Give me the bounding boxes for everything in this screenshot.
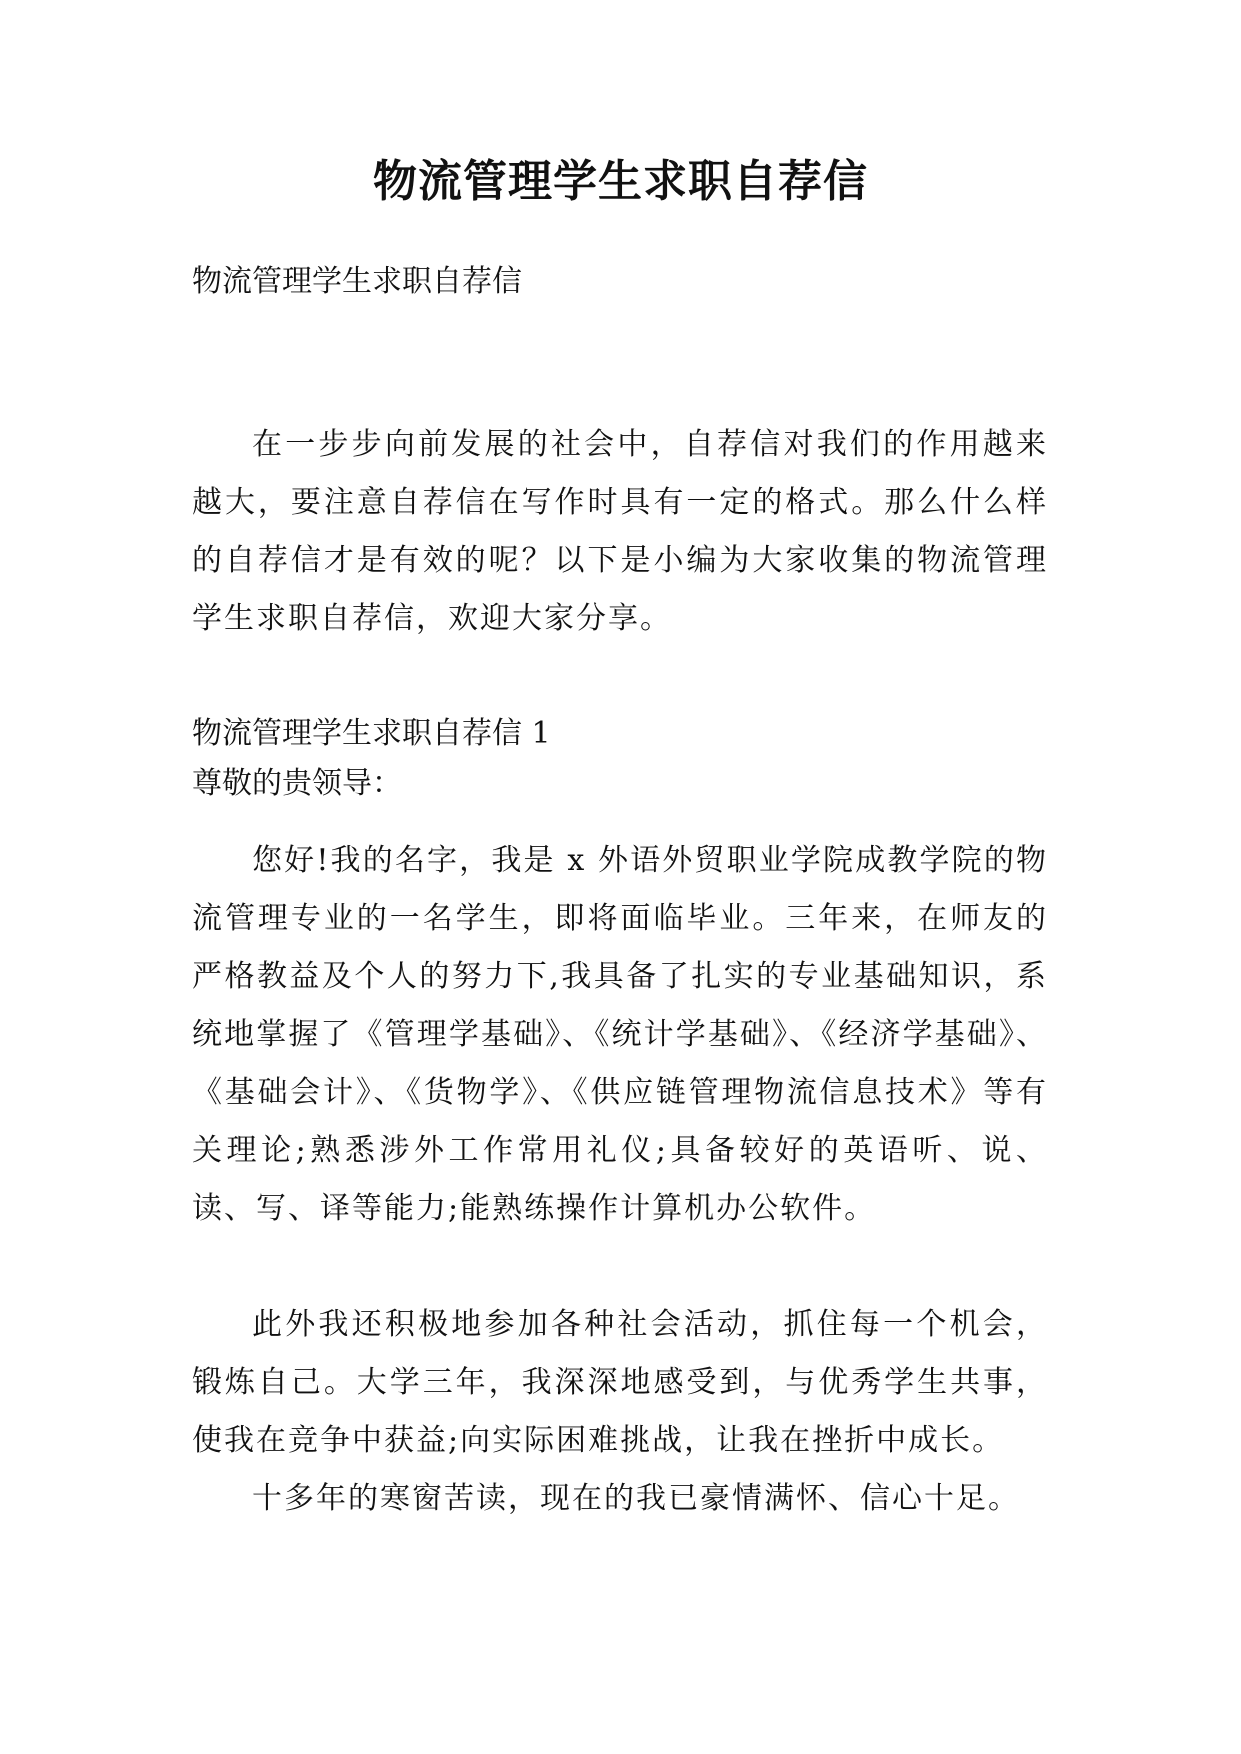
intro-paragraph: 在一步步向前发展的社会中，自荐信对我们的作用越来越大，要注意自荐信在写作时具有一定的格式。那么什么样的自荐信才是有效的呢？以下是小编为大家收集的物流管理学生求职自荐信，欢迎大家分享。 bbox=[192, 427, 1048, 636]
salutation: 尊敬的贵领导： bbox=[192, 766, 402, 801]
document-subtitle: 物流管理学生求职自荐信 bbox=[192, 264, 522, 299]
document-title: 物流管理学生求职自荐信 bbox=[373, 156, 868, 207]
body-paragraph-3: 十多年的寒窗苦读，现在的我已豪情满怀、信心十足。 bbox=[252, 1481, 1020, 1516]
body-paragraph-1: 您好!我的名字，我是 x 外语外贸职业学院成教学院的物流管理专业的一名学生，即将面临毕业。三年来，在师友的严格教益及个人的努力下,我具备了扎实的专业基础知识，系统地掌握了《管理学基础》、《统计学基础》、《经济学基础》、《基础会计》、《货物学》、《供应链管理物流信息技术》等有关理论;熟悉涉外工作常用礼仪;具备较好的英语听、说、读、写、译等能力;能熟练操作计算机办公软件。 bbox=[192, 843, 1048, 1226]
section-heading: 物流管理学生求职自荐信 1 bbox=[192, 716, 551, 751]
body-paragraph-2: 此外我还积极地参加各种社会活动，抓住每一个机会，锻炼自己。大学三年，我深深地感受到，与优秀学生共事，使我在竞争中获益;向实际困难挑战，让我在挫折中成长。 bbox=[192, 1307, 1048, 1458]
